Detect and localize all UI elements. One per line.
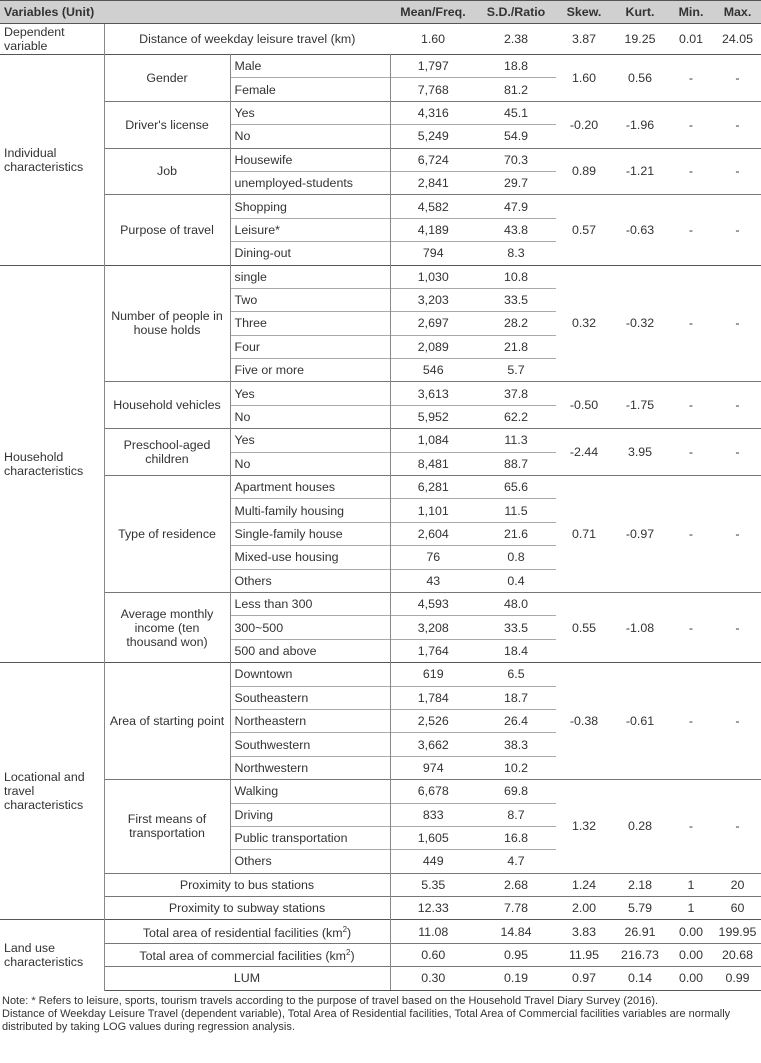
- skew-cell: 0.89: [556, 148, 612, 195]
- min-cell: 0.00: [668, 920, 714, 943]
- min-cell: -: [668, 663, 714, 780]
- skew-cell: 0.55: [556, 592, 612, 662]
- freq-cell: 1,030: [390, 265, 476, 288]
- skew-cell: 1.24: [556, 873, 612, 896]
- option-label: Leisure*: [230, 218, 390, 241]
- option-label: No: [230, 452, 390, 475]
- freq-cell: 1,797: [390, 55, 476, 78]
- freq-cell: 1,764: [390, 639, 476, 662]
- option-label: No: [230, 405, 390, 428]
- ratio-cell: 5.7: [476, 359, 556, 382]
- mean-cell: 5.35: [390, 873, 476, 896]
- max-cell: -: [714, 382, 761, 429]
- freq-cell: 3,203: [390, 288, 476, 311]
- skew-cell: 0.57: [556, 195, 612, 265]
- ratio-cell: 26.4: [476, 709, 556, 732]
- table-row: [0, 967, 761, 990]
- skew-cell: -0.50: [556, 382, 612, 429]
- ratio-cell: 81.2: [476, 78, 556, 101]
- ratio-cell: 37.8: [476, 382, 556, 405]
- kurt-cell: 26.91: [612, 920, 668, 943]
- sd-cell: 0.19: [476, 967, 556, 990]
- skew-cell: 3.87: [556, 24, 612, 55]
- table-row: [0, 24, 761, 55]
- variable-label: Average monthly income (ten thousand won): [104, 592, 230, 662]
- freq-cell: 6,281: [390, 476, 476, 499]
- ratio-cell: 28.2: [476, 312, 556, 335]
- table-row: [0, 148, 761, 171]
- freq-cell: 6,724: [390, 148, 476, 171]
- category-label: Household characteristics: [0, 265, 104, 663]
- freq-cell: 43: [390, 569, 476, 592]
- freq-cell: 833: [390, 803, 476, 826]
- variable-label: Area of starting point: [104, 663, 230, 780]
- table-row: [0, 663, 761, 686]
- category-label: Individual characteristics: [0, 55, 104, 266]
- max-cell: 0.99: [714, 967, 761, 990]
- max-cell: -: [714, 265, 761, 382]
- kurt-cell: -0.63: [612, 195, 668, 265]
- skew-cell: 3.83: [556, 920, 612, 943]
- skew-cell: -0.20: [556, 101, 612, 148]
- ratio-cell: 10.8: [476, 265, 556, 288]
- variable-label: Purpose of travel: [104, 195, 230, 265]
- min-cell: -: [668, 55, 714, 102]
- option-label: Northeastern: [230, 709, 390, 732]
- max-cell: -: [714, 429, 761, 476]
- option-label: Yes: [230, 101, 390, 124]
- option-label: Mixed-use housing: [230, 546, 390, 569]
- freq-cell: 5,249: [390, 125, 476, 148]
- kurt-cell: 3.95: [612, 429, 668, 476]
- sd-cell: 7.78: [476, 897, 556, 920]
- table-note: [0, 991, 761, 1035]
- kurt-cell: -1.08: [612, 592, 668, 662]
- table-row: [0, 101, 761, 124]
- kurt-cell: -0.32: [612, 265, 668, 382]
- ratio-cell: 11.3: [476, 429, 556, 452]
- header-skew: Skew.: [556, 1, 612, 24]
- max-cell: -: [714, 476, 761, 593]
- freq-cell: 2,526: [390, 709, 476, 732]
- option-label: Three: [230, 312, 390, 335]
- option-label: Northwestern: [230, 756, 390, 779]
- kurt-cell: -0.61: [612, 663, 668, 780]
- table-row: [0, 476, 761, 499]
- kurt-cell: -1.96: [612, 101, 668, 148]
- skew-cell: 2.00: [556, 897, 612, 920]
- ratio-cell: 88.7: [476, 452, 556, 475]
- freq-cell: 1,084: [390, 429, 476, 452]
- max-cell: -: [714, 195, 761, 265]
- option-label: No: [230, 125, 390, 148]
- skew-cell: -0.38: [556, 663, 612, 780]
- ratio-cell: 21.8: [476, 335, 556, 358]
- min-cell: 0.00: [668, 967, 714, 990]
- variable-label: Driver's license: [104, 101, 230, 148]
- ratio-cell: 47.9: [476, 195, 556, 218]
- option-label: Dining-out: [230, 242, 390, 265]
- freq-cell: 4,189: [390, 218, 476, 241]
- ratio-cell: 29.7: [476, 171, 556, 194]
- freq-cell: 1,605: [390, 826, 476, 849]
- variable-label: Distance of weekday leisure travel (km): [104, 24, 390, 55]
- option-label: Yes: [230, 429, 390, 452]
- max-cell: -: [714, 148, 761, 195]
- ratio-cell: 4.7: [476, 850, 556, 873]
- header-sd: S.D./Ratio: [476, 1, 556, 24]
- skew-cell: 0.97: [556, 967, 612, 990]
- ratio-cell: 0.8: [476, 546, 556, 569]
- option-label: Walking: [230, 780, 390, 803]
- ratio-cell: 48.0: [476, 592, 556, 615]
- variable-label: First means of transportation: [104, 780, 230, 874]
- mean-cell: 1.60: [390, 24, 476, 55]
- header-variables: Variables (Unit): [0, 1, 390, 24]
- category-label: Dependent variable: [0, 24, 104, 55]
- option-label: Southeastern: [230, 686, 390, 709]
- ratio-cell: 18.7: [476, 686, 556, 709]
- option-label: 500 and above: [230, 639, 390, 662]
- freq-cell: 449: [390, 850, 476, 873]
- kurt-cell: 0.56: [612, 55, 668, 102]
- ratio-cell: 65.6: [476, 476, 556, 499]
- min-cell: -: [668, 148, 714, 195]
- variable-label: Total area of commercial facilities $(km^2)$: [104, 943, 390, 966]
- option-label: Driving: [230, 803, 390, 826]
- table-row: [0, 382, 761, 405]
- kurt-cell: 2.18: [612, 873, 668, 896]
- skew-cell: 0.71: [556, 476, 612, 593]
- freq-cell: 794: [390, 242, 476, 265]
- option-label: Others: [230, 850, 390, 873]
- freq-cell: 5,952: [390, 405, 476, 428]
- option-label: Housewife: [230, 148, 390, 171]
- mean-cell: 0.60: [390, 943, 476, 966]
- freq-cell: 974: [390, 756, 476, 779]
- max-cell: 60: [714, 897, 761, 920]
- min-cell: 1: [668, 873, 714, 896]
- freq-cell: 3,662: [390, 733, 476, 756]
- min-cell: -: [668, 592, 714, 662]
- skew-cell: 1.32: [556, 780, 612, 874]
- ratio-cell: 18.8: [476, 55, 556, 78]
- kurt-cell: 5.79: [612, 897, 668, 920]
- kurt-cell: 0.14: [612, 967, 668, 990]
- mean-cell: 11.08: [390, 920, 476, 943]
- min-cell: -: [668, 265, 714, 382]
- option-label: Female: [230, 78, 390, 101]
- sd-cell: 2.68: [476, 873, 556, 896]
- kurt-cell: -1.21: [612, 148, 668, 195]
- table-row: [0, 429, 761, 452]
- min-cell: -: [668, 780, 714, 874]
- skew-cell: 1.60: [556, 55, 612, 102]
- header-min: Min.: [668, 1, 714, 24]
- variable-label: Proximity to bus stations: [104, 873, 390, 896]
- freq-cell: 4,593: [390, 592, 476, 615]
- option-label: Apartment houses: [230, 476, 390, 499]
- freq-cell: 619: [390, 663, 476, 686]
- variable-label: Number of people in house holds: [104, 265, 230, 382]
- table-row: [0, 897, 761, 920]
- sd-cell: 2.38: [476, 24, 556, 55]
- kurt-cell: 216.73: [612, 943, 668, 966]
- min-cell: 0.01: [668, 24, 714, 55]
- freq-cell: 3,613: [390, 382, 476, 405]
- freq-cell: 2,089: [390, 335, 476, 358]
- table-row: [0, 943, 761, 966]
- freq-cell: 2,841: [390, 171, 476, 194]
- table-row: [0, 592, 761, 615]
- header-kurt: Kurt.: [612, 1, 668, 24]
- option-label: Four: [230, 335, 390, 358]
- option-label: Male: [230, 55, 390, 78]
- variable-label: Total area of residential facilities $(km^2)$: [104, 920, 390, 943]
- variable-label: Preschool-aged children: [104, 429, 230, 476]
- option-label: Shopping: [230, 195, 390, 218]
- option-label: Yes: [230, 382, 390, 405]
- mean-cell: 12.33: [390, 897, 476, 920]
- option-label: Public transportation: [230, 826, 390, 849]
- option-label: Downtown: [230, 663, 390, 686]
- max-cell: 20.68: [714, 943, 761, 966]
- mean-cell: 0.30: [390, 967, 476, 990]
- ratio-cell: 54.9: [476, 125, 556, 148]
- variable-label: Type of residence: [104, 476, 230, 593]
- min-cell: -: [668, 101, 714, 148]
- table-row: [0, 873, 761, 896]
- sd-cell: 14.84: [476, 920, 556, 943]
- option-label: Multi-family housing: [230, 499, 390, 522]
- ratio-cell: 45.1: [476, 101, 556, 124]
- kurt-cell: -0.97: [612, 476, 668, 593]
- ratio-cell: 8.7: [476, 803, 556, 826]
- header-max: Max.: [714, 1, 761, 24]
- kurt-cell: 0.28: [612, 780, 668, 874]
- note-line-2: Distance of Weekday Leisure Travel (dependent variable), Total Area of Residential facilities, Total Area of Commercial facilities variables are normally distributed by taking LOG values during regression analysis.: [2, 1008, 731, 1034]
- freq-cell: 6,678: [390, 780, 476, 803]
- table-row: [0, 55, 761, 78]
- freq-cell: 8,481: [390, 452, 476, 475]
- ratio-cell: 10.2: [476, 756, 556, 779]
- skew-cell: 11.95: [556, 943, 612, 966]
- min-cell: 1: [668, 897, 714, 920]
- min-cell: 0.00: [668, 943, 714, 966]
- freq-cell: 1,101: [390, 499, 476, 522]
- max-cell: -: [714, 55, 761, 102]
- ratio-cell: 69.8: [476, 780, 556, 803]
- skew-cell: -2.44: [556, 429, 612, 476]
- ratio-cell: 21.6: [476, 522, 556, 545]
- option-label: 300~500: [230, 616, 390, 639]
- option-label: unemployed-students: [230, 171, 390, 194]
- ratio-cell: 11.5: [476, 499, 556, 522]
- table-row: [0, 920, 761, 943]
- variable-label: Job: [104, 148, 230, 195]
- max-cell: 20: [714, 873, 761, 896]
- ratio-cell: 38.3: [476, 733, 556, 756]
- min-cell: -: [668, 382, 714, 429]
- freq-cell: 76: [390, 546, 476, 569]
- note-line-1: Note: * Refers to leisure, sports, tourism travels according to the purpose of travel based on the Household Travel Diary Survey (2016).: [2, 994, 659, 1007]
- freq-cell: 2,697: [390, 312, 476, 335]
- freq-cell: 3,208: [390, 616, 476, 639]
- ratio-cell: 33.5: [476, 288, 556, 311]
- table-row: [0, 780, 761, 803]
- ratio-cell: 70.3: [476, 148, 556, 171]
- category-label: Land use characteristics: [0, 920, 104, 990]
- ratio-cell: 16.8: [476, 826, 556, 849]
- option-label: Others: [230, 569, 390, 592]
- ratio-cell: 33.5: [476, 616, 556, 639]
- variable-label: LUM: [104, 967, 390, 990]
- min-cell: -: [668, 195, 714, 265]
- option-label: Two: [230, 288, 390, 311]
- max-cell: -: [714, 780, 761, 874]
- table-row: [0, 195, 761, 218]
- min-cell: -: [668, 429, 714, 476]
- option-label: Less than 300: [230, 592, 390, 615]
- table-row: [0, 265, 761, 288]
- freq-cell: 1,784: [390, 686, 476, 709]
- kurt-cell: -1.75: [612, 382, 668, 429]
- max-cell: -: [714, 101, 761, 148]
- sd-cell: 0.95: [476, 943, 556, 966]
- category-label: Locational and travel characteristics: [0, 663, 104, 920]
- ratio-cell: 8.3: [476, 242, 556, 265]
- max-cell: 24.05: [714, 24, 761, 55]
- min-cell: -: [668, 476, 714, 593]
- kurt-cell: 19.25: [612, 24, 668, 55]
- option-label: Five or more: [230, 359, 390, 382]
- freq-cell: 4,582: [390, 195, 476, 218]
- max-cell: 199.95: [714, 920, 761, 943]
- ratio-cell: 43.8: [476, 218, 556, 241]
- option-label: Single-family house: [230, 522, 390, 545]
- variable-label: Gender: [104, 55, 230, 102]
- skew-cell: 0.32: [556, 265, 612, 382]
- freq-cell: 546: [390, 359, 476, 382]
- variable-label: Household vehicles: [104, 382, 230, 429]
- freq-cell: 2,604: [390, 522, 476, 545]
- ratio-cell: 62.2: [476, 405, 556, 428]
- ratio-cell: 0.4: [476, 569, 556, 592]
- max-cell: -: [714, 592, 761, 662]
- option-label: Southwestern: [230, 733, 390, 756]
- freq-cell: 7,768: [390, 78, 476, 101]
- header-mean: Mean/Freq.: [390, 1, 476, 24]
- variable-label: Proximity to subway stations: [104, 897, 390, 920]
- option-label: single: [230, 265, 390, 288]
- max-cell: -: [714, 663, 761, 780]
- ratio-cell: 18.4: [476, 639, 556, 662]
- header-row: [0, 1, 761, 24]
- freq-cell: 4,316: [390, 101, 476, 124]
- ratio-cell: 6.5: [476, 663, 556, 686]
